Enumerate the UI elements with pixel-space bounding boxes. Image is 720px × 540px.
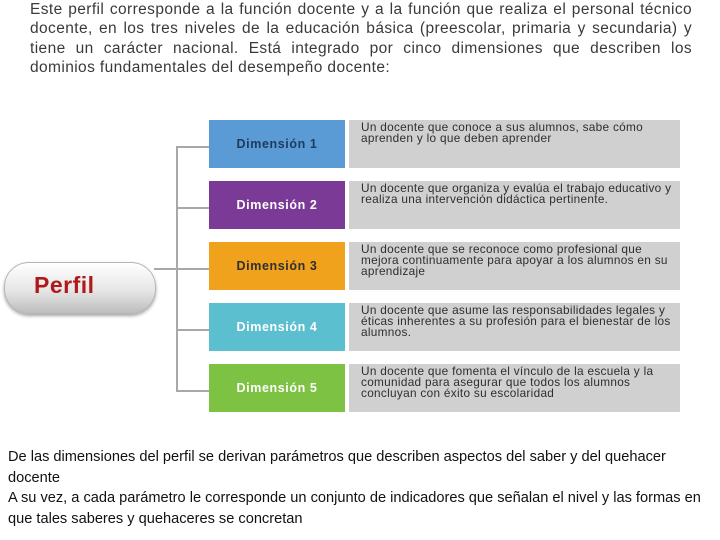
dimension-2-label: Dimensión 2 <box>236 198 318 212</box>
connector-dimension-3 <box>154 268 209 270</box>
connector-dimension-1 <box>176 146 209 148</box>
footer-line-1: De las dimensiones del perfil se derivan parámetros que describen aspectos del saber y del quehacer docente <box>8 449 666 486</box>
dimension-2-description-box <box>349 181 680 229</box>
dimension-1-box <box>209 120 345 168</box>
dimension-row-1 <box>209 120 680 168</box>
dimension-5-box <box>209 364 345 412</box>
footer-text <box>8 447 713 529</box>
footer-line-2: A su vez, a cada parámetro le corresponde un conjunto de indicadores que señalan el nivel y las formas en que tales saberes y quehaceres se concretan <box>8 490 701 527</box>
intro-paragraph: Este perfil corresponde a la función docente y a la función que realiza el personal técnico docente, en los tres niveles de la educación básica (preescolar, primaria y secundaria) y tiene un carácter nacional. Está integrado por cinco dimensiones que describen los dominios fundamentales del desempeño docente: <box>30 1 692 77</box>
dimension-4-description: Un docente que asume las responsabilidades legales y éticas inherentes a su profesión para el bienestar de los alumnos. <box>361 303 671 340</box>
dimension-3-description-box <box>349 242 680 290</box>
connector-dimension-2 <box>176 207 209 209</box>
dimension-row-5 <box>209 364 680 412</box>
dimension-3-description: Un docente que se reconoce como profesional que mejora continuamente para apoyar a los alumnos en su aprendizaje <box>361 242 668 279</box>
dimension-5-label: Dimensión 5 <box>236 381 318 395</box>
dimension-row-2 <box>209 181 680 229</box>
profile-diagram <box>0 112 720 422</box>
dimension-3-box <box>209 242 345 290</box>
dimension-5-description: Un docente que fomenta el vínculo de la escuela y la comunidad para asegurar que todos los alumnos concluyan con éxito su escolaridad <box>361 364 654 401</box>
perfil-center-node <box>4 262 156 314</box>
dimension-4-description-box <box>349 303 680 351</box>
dimension-4-box <box>209 303 345 351</box>
dimension-row-4 <box>209 303 680 351</box>
dimension-3-label: Dimensión 3 <box>236 259 318 273</box>
dimension-1-label: Dimensión 1 <box>236 137 318 151</box>
dimension-1-description: Un docente que conoce a sus alumnos, sabe cómo aprenden y lo que deben aprender <box>361 120 644 146</box>
connector-dimension-4 <box>176 329 209 331</box>
dimension-row-3 <box>209 242 680 290</box>
dimension-5-description-box <box>349 364 680 412</box>
connector-dimension-5 <box>176 390 209 392</box>
dimension-1-description-box <box>349 120 680 168</box>
dimension-2-description: Un docente que organiza y evalúa el trabajo educativo y realiza una intervención didáctica pertinente. <box>361 181 672 207</box>
perfil-label: Perfil <box>34 272 95 298</box>
dimension-4-label: Dimensión 4 <box>236 320 318 334</box>
dimension-2-box <box>209 181 345 229</box>
